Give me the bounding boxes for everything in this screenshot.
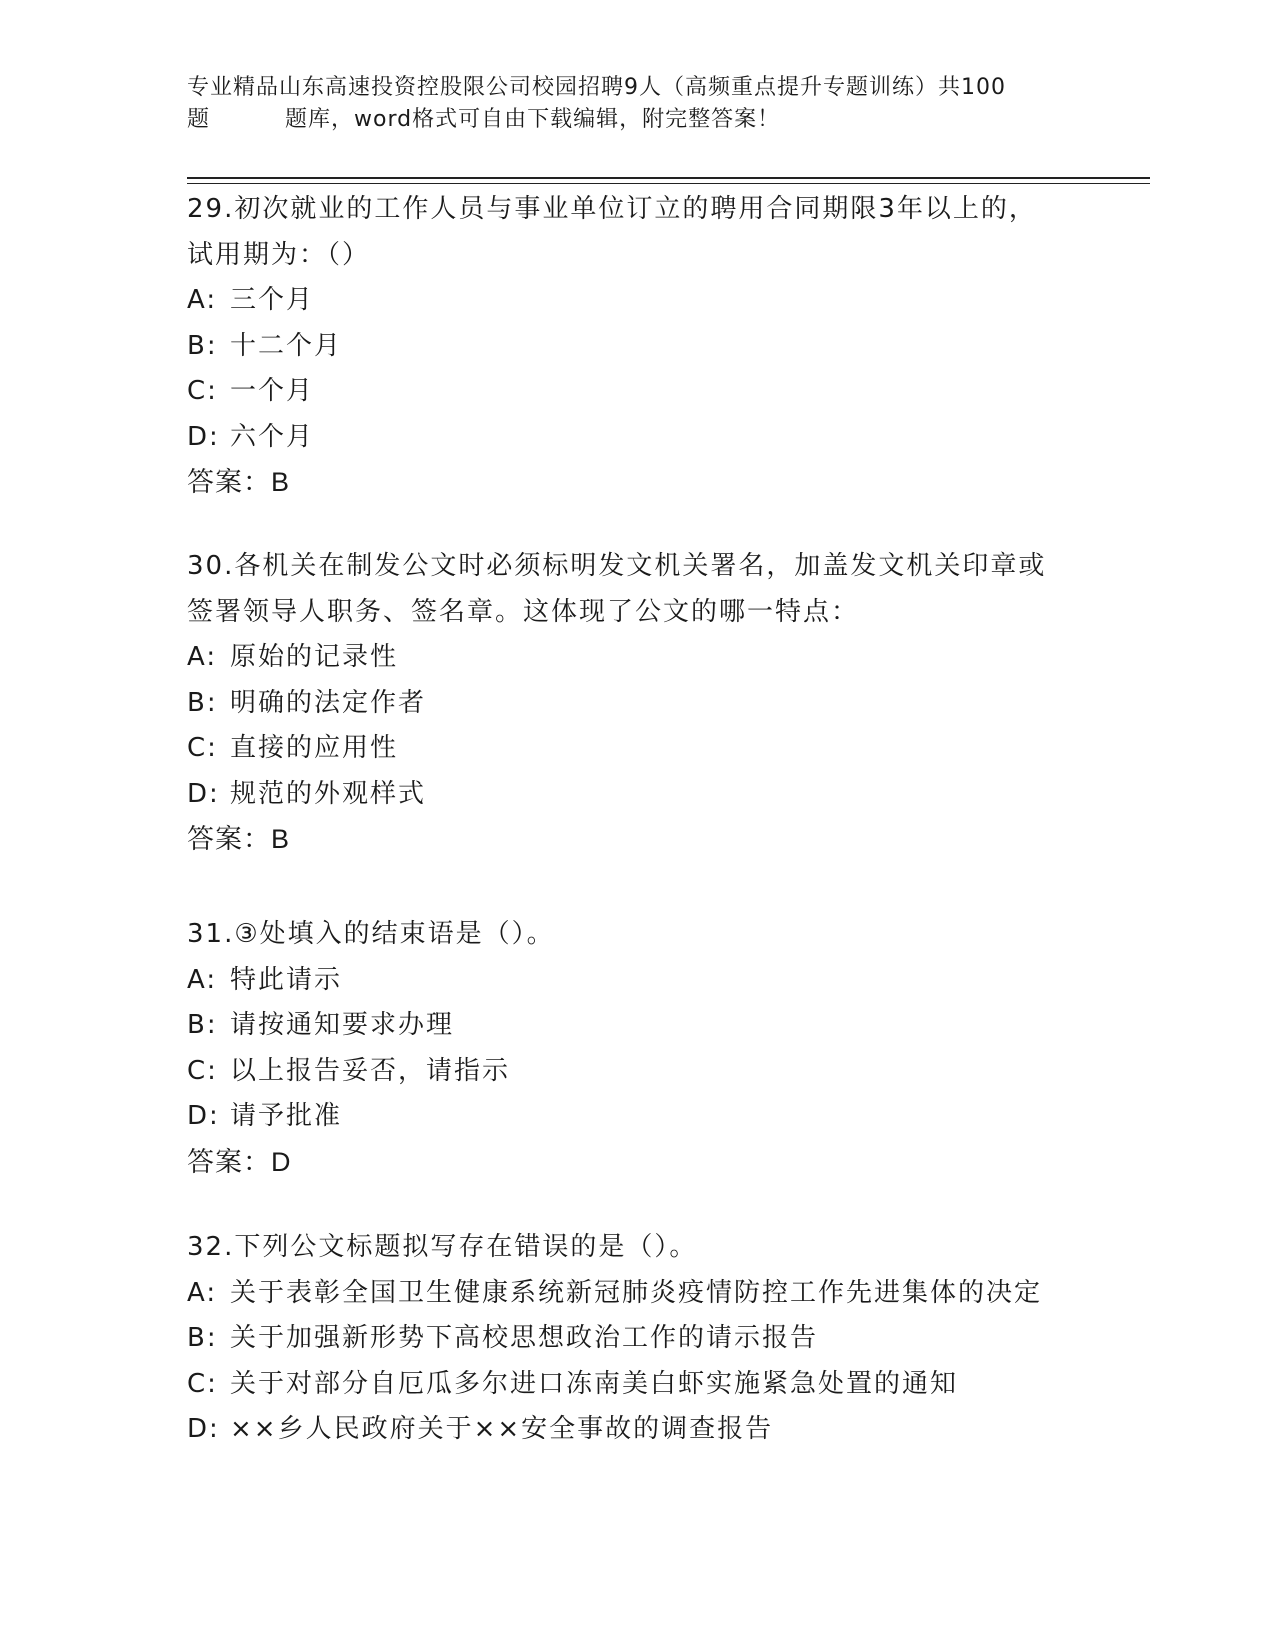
question-30 — [187, 544, 1087, 863]
option-text: 规范的外观样式 — [230, 778, 427, 809]
option-key: D: — [187, 421, 220, 452]
option-a — [187, 958, 1087, 1004]
option-key: D: — [187, 778, 220, 809]
question-32 — [187, 1225, 1087, 1453]
option-key: C: — [187, 1368, 218, 1399]
option-text: ××乡人民政府关于××安全事故的调查报告 — [230, 1414, 774, 1444]
option-c — [187, 726, 1087, 772]
option-key: A: — [187, 1277, 218, 1308]
option-text: 请按通知要求办理 — [230, 1010, 455, 1040]
header-divider-thin — [187, 183, 1150, 184]
option-c — [187, 369, 1087, 415]
question-31 — [187, 912, 1087, 1185]
option-key: A: — [187, 964, 218, 995]
option-text: 六个月 — [230, 421, 315, 452]
option-key: B: — [187, 1323, 218, 1353]
option-b — [187, 681, 1087, 727]
question-stem-cont: 签署领导人职务、签名章。这体现了公文的哪一特点： — [187, 596, 860, 627]
option-a — [187, 1271, 1087, 1317]
option-key: C: — [187, 733, 218, 763]
option-key: B: — [187, 330, 218, 361]
option-text: 一个月 — [230, 376, 315, 406]
option-b — [187, 1316, 1087, 1362]
option-key: C: — [187, 1055, 218, 1086]
option-text: 三个月 — [230, 285, 315, 315]
option-text: 原始的记录性 — [230, 642, 399, 672]
header-divider-thick — [187, 177, 1150, 179]
option-key: B: — [187, 687, 218, 718]
question-stem: 29.初次就业的工作人员与事业单位订立的聘用合同期限3年以上的， — [187, 194, 1037, 224]
option-d — [187, 415, 1087, 461]
option-key: D: — [187, 1414, 220, 1444]
option-d — [187, 1407, 1087, 1453]
option-text: 请予批准 — [230, 1101, 343, 1131]
option-c — [187, 1049, 1087, 1095]
option-text: 直接的应用性 — [230, 733, 399, 763]
header-title-line2 — [187, 104, 1087, 136]
option-key: B: — [187, 1010, 218, 1040]
question-29 — [187, 187, 1087, 506]
option-key: A: — [187, 285, 218, 315]
header-title-line2-left: 题 — [187, 107, 211, 132]
option-b — [187, 324, 1087, 370]
option-text: 关于加强新形势下高校思想政治工作的请示报告 — [230, 1323, 819, 1353]
question-stem: 30.各机关在制发公文时必须标明发文机关署名，加盖发文机关印章或 — [187, 551, 1047, 581]
option-text: 明确的法定作者 — [230, 687, 427, 718]
option-text: 十二个月 — [230, 330, 343, 361]
option-key: D: — [187, 1101, 220, 1131]
question-stem: 32.下列公文标题拟写存在错误的是（）。 — [187, 1232, 698, 1262]
option-key: C: — [187, 376, 218, 406]
option-b — [187, 1003, 1087, 1049]
option-text: 特此请示 — [230, 964, 343, 995]
option-c — [187, 1362, 1087, 1408]
question-stem: 31.③处填入的结束语是（）。 — [187, 919, 555, 949]
option-text: 关于对部分自厄瓜多尔进口冻南美白虾实施紧急处置的通知 — [230, 1368, 959, 1399]
question-stem-cont: 试用期为：（） — [187, 239, 371, 270]
option-text: 以上报告妥否，请指示 — [230, 1055, 511, 1086]
option-a — [187, 635, 1087, 681]
answer: 答案：D — [187, 1146, 292, 1177]
header-title-line1: 专业精品山东高速投资控股限公司校园招聘9人（高频重点提升专题训练）共100 — [187, 75, 1006, 100]
page-header — [187, 72, 1087, 136]
header-title-line2-right: 题库，word格式可自由下载编辑，附完整答案！ — [285, 107, 781, 132]
answer: 答案：B — [187, 467, 291, 497]
option-d — [187, 772, 1087, 818]
option-a — [187, 278, 1087, 324]
option-key: A: — [187, 642, 218, 672]
option-text: 关于表彰全国卫生健康系统新冠肺炎疫情防控工作先进集体的决定 — [230, 1277, 1043, 1308]
answer: 答案：B — [187, 824, 291, 854]
option-d — [187, 1094, 1087, 1140]
